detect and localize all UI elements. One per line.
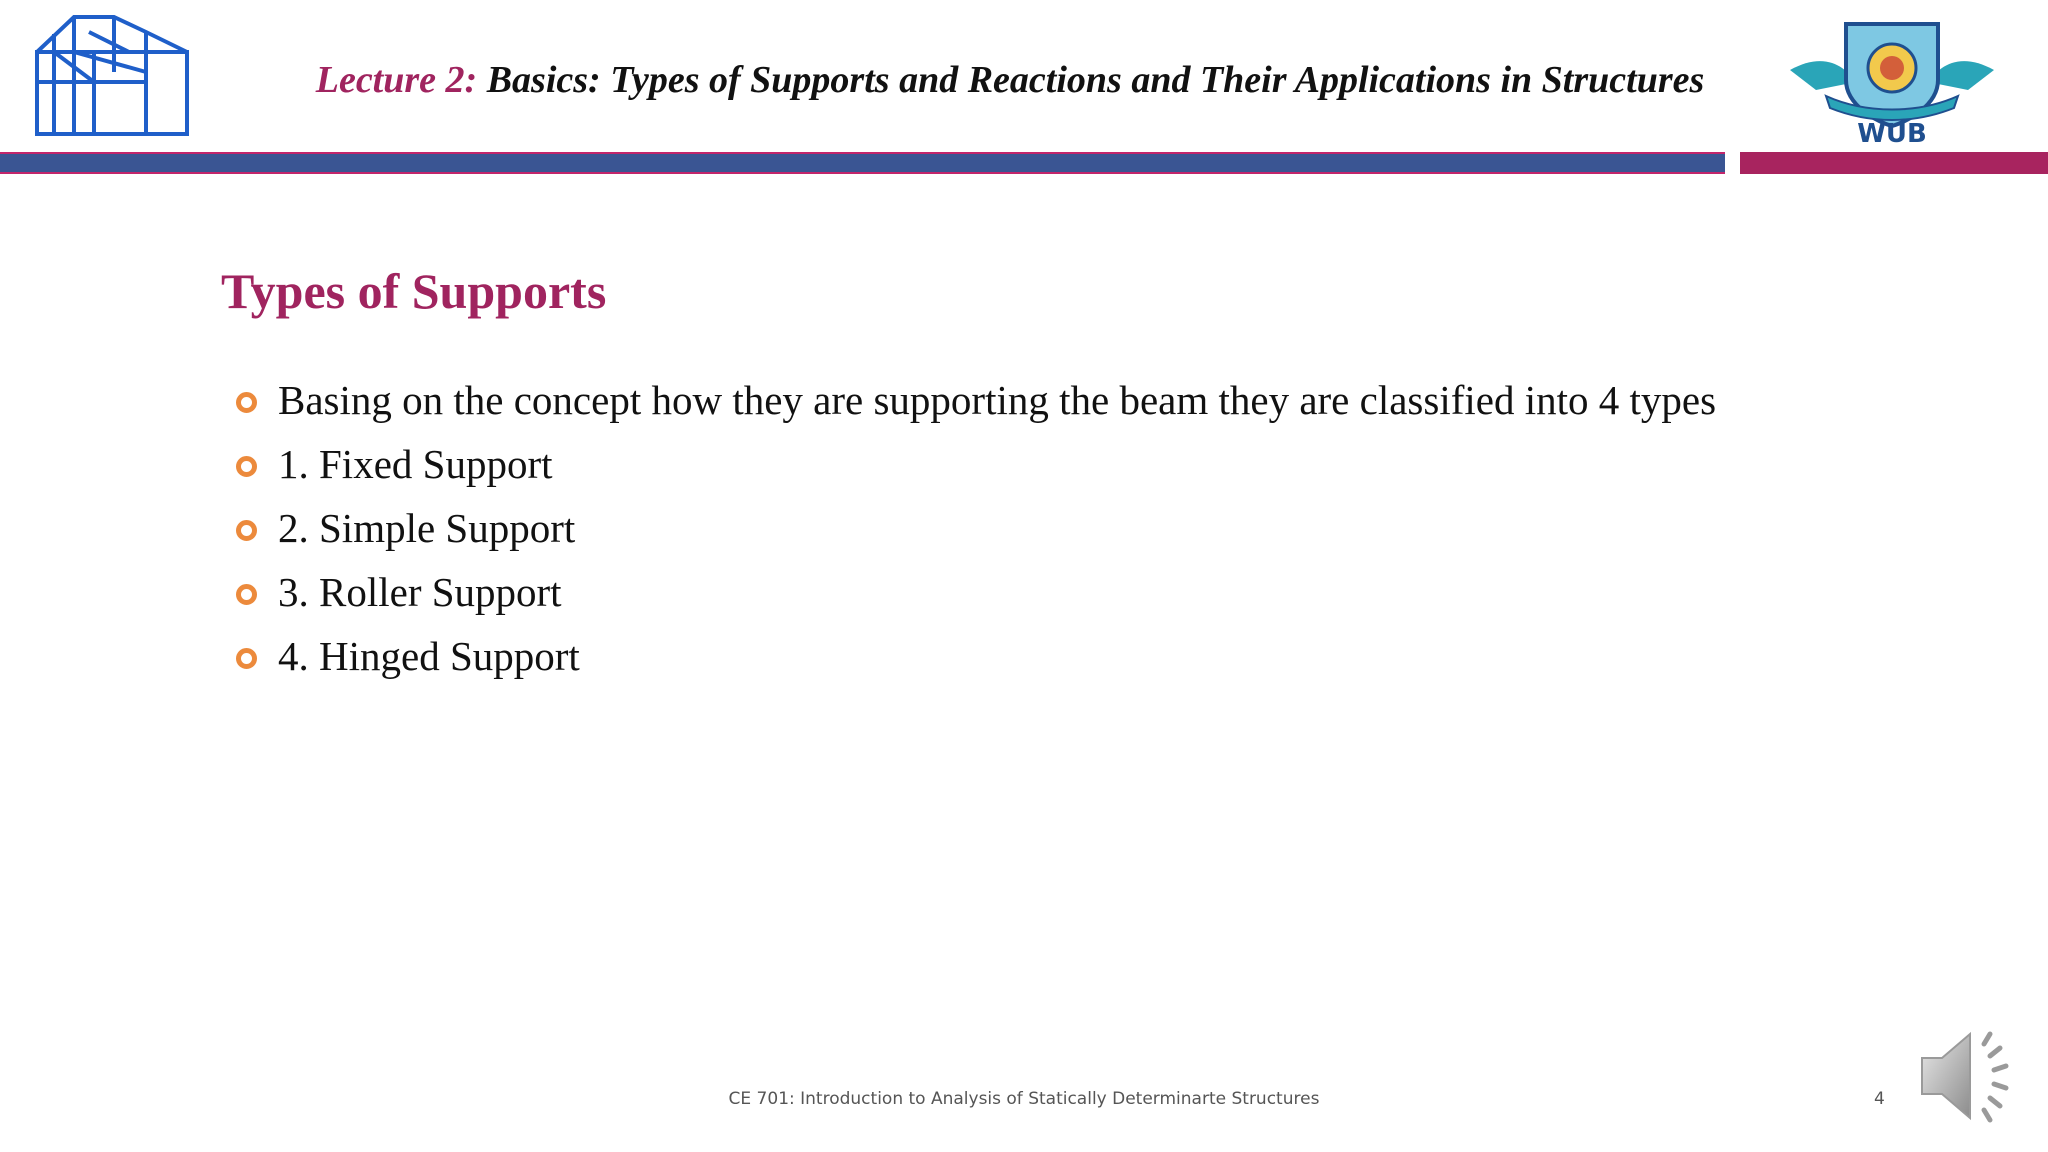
header-divider-magenta <box>1740 152 2048 174</box>
bullet-circle-icon <box>236 456 257 477</box>
bullet-text: 2. Simple Support <box>278 505 576 551</box>
lecture-number: Lecture 2: <box>315 59 478 101</box>
bullet-item-intro <box>232 372 1716 436</box>
footer-course-title: CE 701: Introduction to Analysis of Statically Determinarte Structures <box>728 1089 1320 1109</box>
bullet-list <box>232 372 1716 692</box>
bullet-circle-icon <box>236 648 257 669</box>
bullet-text: 3. Roller Support <box>278 569 562 615</box>
lecture-topic: Basics: Types of Supports and Reactions and Their Applications in Structures <box>477 59 1705 101</box>
bullet-circle-icon <box>236 584 257 605</box>
section-heading: Types of Supports <box>221 263 607 319</box>
bullet-circle-icon <box>236 392 257 413</box>
bullet-item-fixed-support <box>232 436 1716 500</box>
bullet-text: Basing on the concept how they are supporting the beam they are classified into 4 types <box>278 377 1717 423</box>
page-number: 4 <box>1874 1089 1885 1109</box>
bullet-item-simple-support <box>232 500 1716 564</box>
header-divider-blue <box>0 152 1725 174</box>
lecture-title <box>0 58 2020 102</box>
wub-logo-text: WUB <box>1857 119 1927 146</box>
wub-crest-icon <box>1786 10 1998 146</box>
speaker-icon[interactable] <box>1918 1026 2024 1126</box>
bullet-item-hinged-support <box>232 628 1716 692</box>
bullet-circle-icon <box>236 520 257 541</box>
bullet-item-roller-support <box>232 564 1716 628</box>
bullet-text: 1. Fixed Support <box>278 441 553 487</box>
bullet-text: 4. Hinged Support <box>278 633 580 679</box>
